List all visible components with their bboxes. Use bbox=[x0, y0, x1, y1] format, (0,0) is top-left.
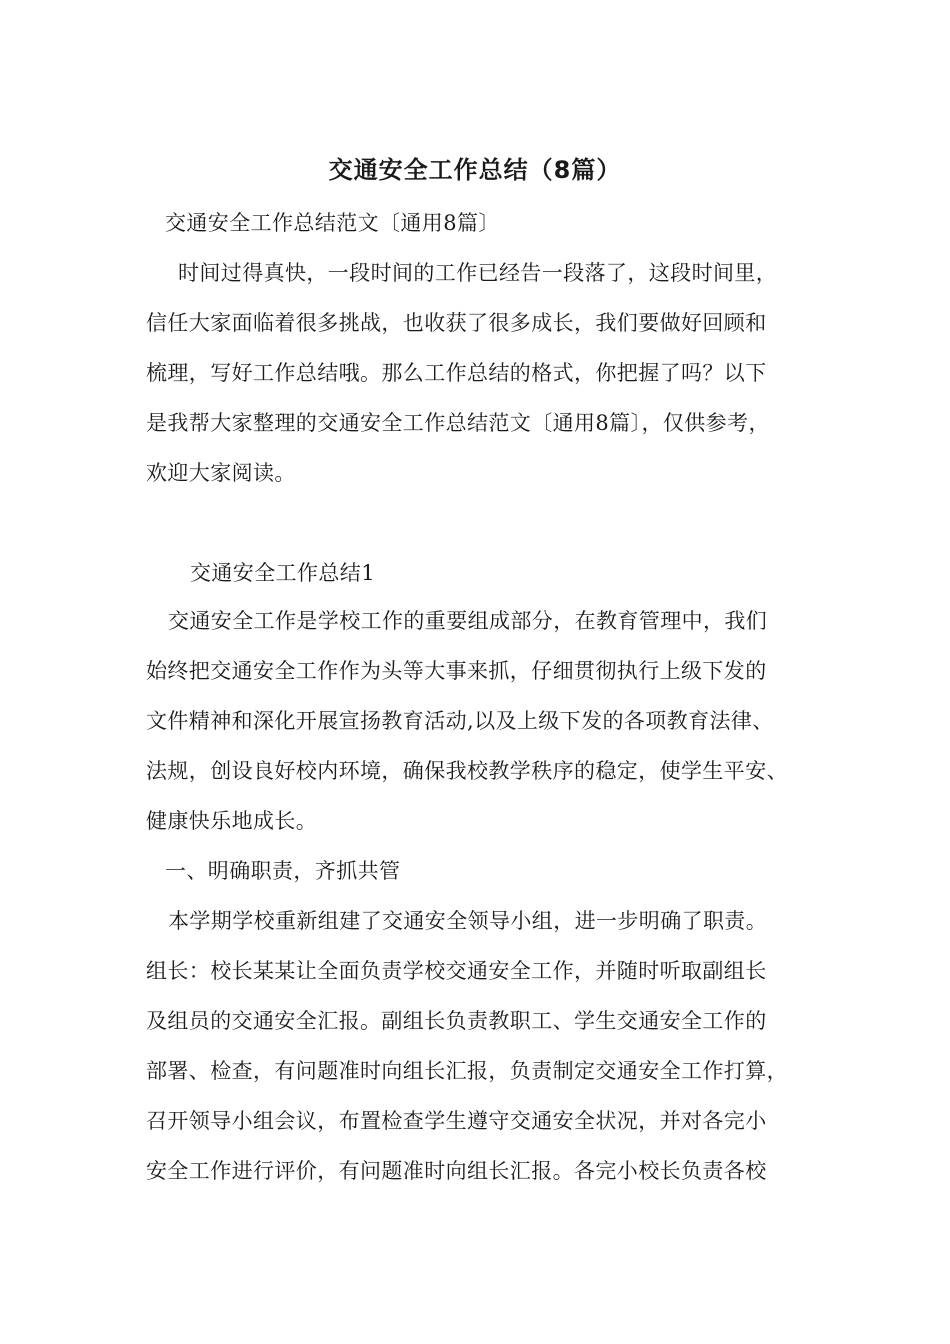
section-line: 始终把交通安全工作作为头等大事来抓，仔细贯彻执行上级下发的 bbox=[146, 659, 767, 683]
intro-line: 欢迎大家阅读。 bbox=[146, 461, 296, 485]
section-line: 交通安全工作是学校工作的重要组成部分，在教育管理中，我们 bbox=[168, 609, 768, 633]
document-subtitle: 交通安全工作总结范文〔通用8篇〕 bbox=[165, 211, 500, 235]
intro-line: 是我帮大家整理的交通安全工作总结范文〔通用8篇〕，仅供参考， bbox=[146, 411, 770, 435]
subheading: 一、明确职责，齐抓共管 bbox=[165, 859, 401, 883]
intro-line: 时间过得真快，一段时间的工作已经告一段落了，这段时间里， bbox=[178, 261, 778, 285]
section-line: 法规，创设良好校内环境，确保我校教学秩序的稳定，使学生平安、 bbox=[146, 759, 788, 783]
section-line: 健康快乐地成长。 bbox=[146, 809, 318, 833]
body-line: 及组员的交通安全汇报。副组长负责教职工、学生交通安全工作的 bbox=[146, 1009, 767, 1033]
body-line: 本学期学校重新组建了交通安全领导小组，进一步明确了职责。 bbox=[168, 909, 768, 933]
body-line: 召开领导小组会议，布置检查学生遵守交通安全状况，并对各完小 bbox=[146, 1109, 767, 1133]
document-title: 交通安全工作总结（8篇） bbox=[328, 156, 622, 184]
body-line: 组长：校长某某让全面负责学校交通安全工作，并随时听取副组长 bbox=[146, 959, 767, 983]
section-line: 文件精神和深化开展宣扬教育活动,以及上级下发的各项教育法律、 bbox=[146, 709, 774, 733]
body-line: 安全工作进行评价，有问题准时向组长汇报。各完小校长负责各校 bbox=[146, 1159, 767, 1183]
intro-line: 信任大家面临着很多挑战，也收获了很多成长，我们要做好回顾和 bbox=[146, 311, 767, 335]
intro-line: 梳理，写好工作总结哦。那么工作总结的格式，你把握了吗？以下 bbox=[146, 361, 767, 385]
section-heading: 交通安全工作总结1 bbox=[190, 561, 375, 585]
body-line: 部署、检查，有问题准时向组长汇报，负责制定交通安全工作打算， bbox=[146, 1059, 788, 1083]
